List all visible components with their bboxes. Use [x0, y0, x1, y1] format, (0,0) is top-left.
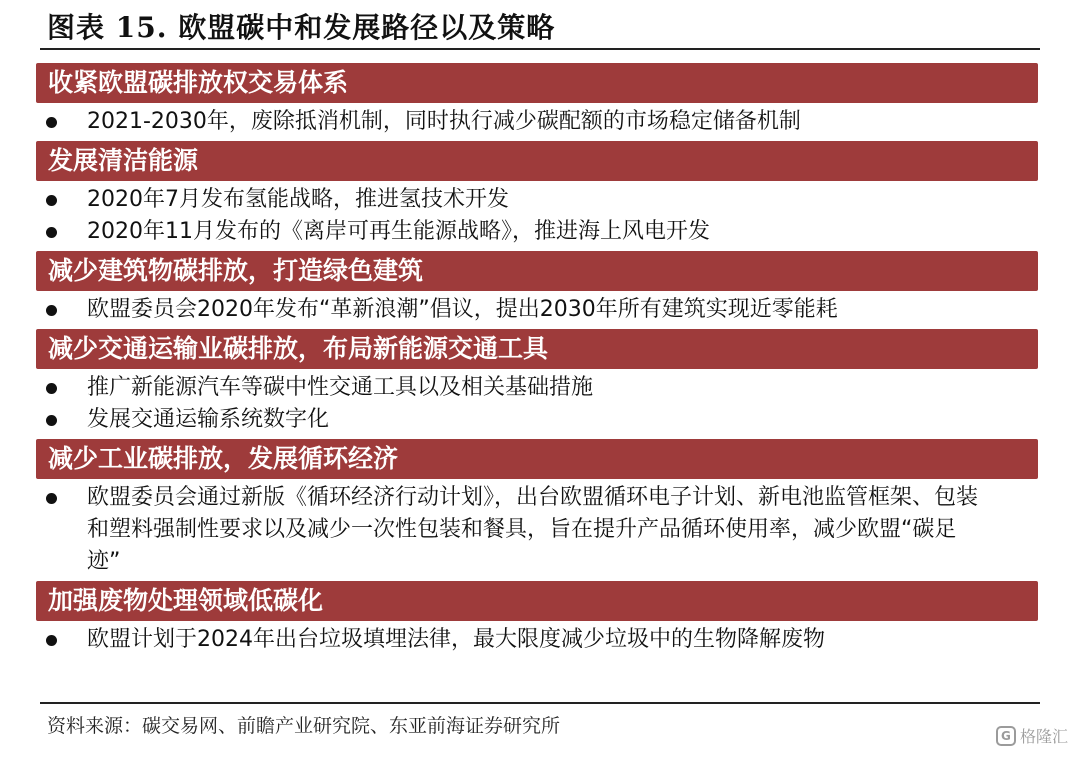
watermark — [996, 724, 1068, 747]
section-transport — [36, 329, 1038, 439]
bullet-text: 欧盟委员会2020年发布“革新浪潮”倡议，提出2030年所有建筑实现近零能耗 — [87, 297, 838, 322]
bullet-text: 欧盟委员会通过新版《循环经济行动计划》，出台欧盟循环电子计划、新电池监管框架、包装和塑料强制性要求以及减少一次性包装和餐具，旨在提升产品循环使用率，减少欧盟“碳足迹” — [87, 485, 979, 574]
section-green-buildings — [36, 251, 1038, 329]
section-waste — [36, 581, 1038, 659]
bullet-text: 发展交通运输系统数字化 — [87, 407, 330, 432]
footer-divider — [40, 702, 1040, 704]
bullet-list — [36, 291, 1038, 329]
list-item — [36, 482, 1038, 578]
section-industry — [36, 439, 1038, 581]
section-carbon-trading — [36, 63, 1038, 141]
section-header: 加强废物处理领域低碳化 — [36, 581, 1038, 621]
watermark-text: 格隆汇 — [1019, 727, 1068, 746]
section-header: 发展清洁能源 — [36, 141, 1038, 181]
bullet-icon — [46, 227, 57, 238]
list-item — [36, 372, 1038, 404]
bullet-text: 欧盟计划于2024年出台垃圾填埋法律，最大限度减少垃圾中的生物降解废物 — [87, 627, 825, 652]
section-header: 减少建筑物碳排放，打造绿色建筑 — [36, 251, 1038, 291]
bullet-list — [36, 479, 1038, 581]
bullet-icon — [46, 305, 57, 316]
watermark-logo-icon: G — [996, 726, 1016, 746]
list-item — [36, 294, 1038, 326]
bullet-icon — [46, 493, 57, 504]
bullet-list — [36, 181, 1038, 251]
section-header: 减少工业碳排放，发展循环经济 — [36, 439, 1038, 479]
list-item — [36, 106, 1038, 138]
bullet-text: 2021-2030年，废除抵消机制，同时执行减少碳配额的市场稳定储备机制 — [87, 109, 801, 134]
bullet-icon — [46, 635, 57, 646]
list-item — [36, 404, 1038, 436]
title-divider — [40, 48, 1040, 50]
section-header: 收紧欧盟碳排放权交易体系 — [36, 63, 1038, 103]
bullet-icon — [46, 415, 57, 426]
bullet-icon — [46, 195, 57, 206]
source-note: 资料来源：碳交易网、前瞻产业研究院、东亚前海证券研究所 — [47, 715, 561, 737]
bullet-list — [36, 369, 1038, 439]
bullet-icon — [46, 117, 57, 128]
bullet-list — [36, 621, 1038, 659]
bullet-text: 2020年11月发布的《离岸可再生能源战略》，推进海上风电开发 — [87, 219, 710, 244]
bullet-text: 推广新能源汽车等碳中性交通工具以及相关基础措施 — [87, 375, 594, 400]
section-header: 减少交通运输业碳排放，布局新能源交通工具 — [36, 329, 1038, 369]
section-clean-energy — [36, 141, 1038, 251]
list-item — [36, 216, 1038, 248]
list-item — [36, 184, 1038, 216]
figure-title: 图表 15. 欧盟碳中和发展路径以及策略 — [47, 11, 556, 44]
bullet-text: 2020年7月发布氢能战略，推进氢技术开发 — [87, 187, 509, 212]
strategy-list — [36, 63, 1038, 659]
bullet-list — [36, 103, 1038, 141]
list-item — [36, 624, 1038, 656]
bullet-icon — [46, 383, 57, 394]
